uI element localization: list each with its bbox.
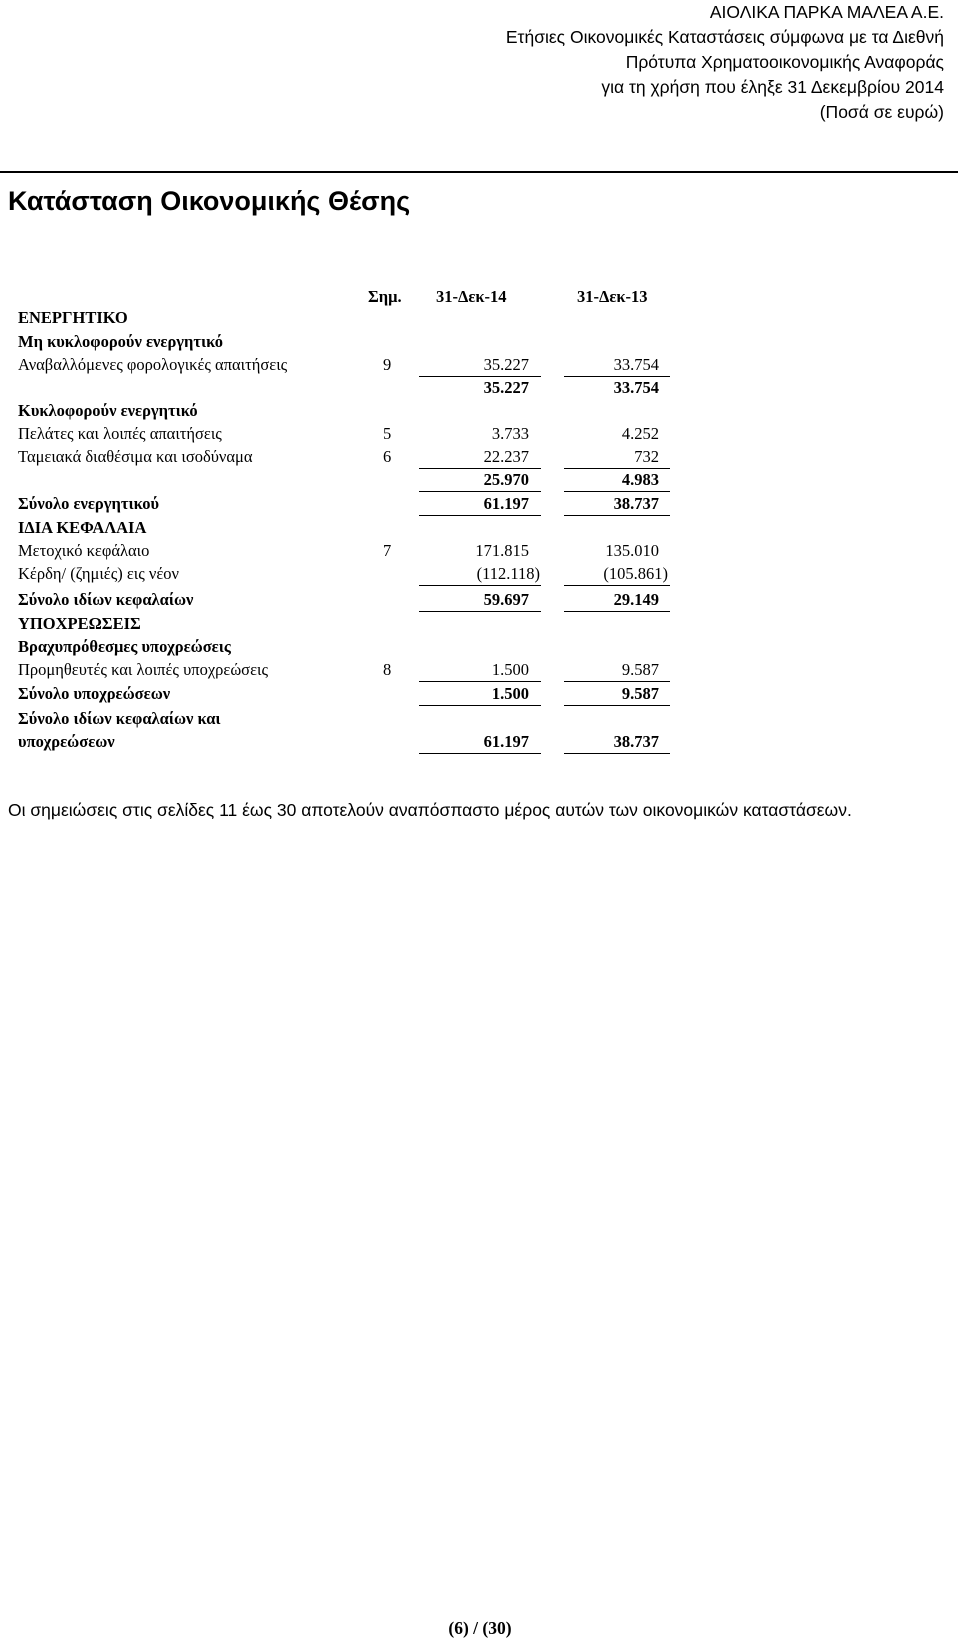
section-heading: ΥΠΟΧΡΕΩΣΕΙΣ <box>18 614 141 633</box>
underline <box>564 468 670 469</box>
section-subheading: Βραχυπρόθεσμες υποχρεώσεις <box>18 637 231 656</box>
underline <box>564 376 670 377</box>
underline <box>419 515 541 516</box>
table-row: Αναβαλλόμενες φορολογικές απαιτήσεις 9 35.227 33.754 <box>18 355 659 374</box>
total-row: Σύνολο ενεργητικού 61.197 38.737 <box>18 494 659 513</box>
subtotal-row: 35.227 33.754 <box>483 378 659 397</box>
underline <box>419 681 541 682</box>
underline <box>564 515 670 516</box>
underline <box>564 491 670 492</box>
section-heading: ΙΔΙΑ ΚΕΦΑΛΑΙΑ <box>18 518 147 537</box>
underline <box>419 468 541 469</box>
grand-total-row: υποχρεώσεων 61.197 38.737 <box>18 732 659 751</box>
underline <box>564 611 670 612</box>
table-row: Προμηθευτές και λοιπές υποχρεώσεις 8 1.500 9.587 <box>18 660 659 679</box>
report-header <box>244 0 944 125</box>
header-line-2: Ετήσιες Οικονομικές Καταστάσεις σύμφωνα με τα Διεθνή <box>505 27 944 47</box>
underline <box>419 585 541 586</box>
col-2014: 31-Δεκ-14 <box>436 287 507 306</box>
page-number: (6) / (30) <box>448 1618 512 1638</box>
underline <box>419 376 541 377</box>
notes-statement: Οι σημειώσεις στις σελίδες 11 έως 30 αποτελούν αναπόσπαστο μέρος αυτών των οικονομικών καταστάσεων. <box>8 800 852 820</box>
underline <box>564 585 670 586</box>
section-subheading: Κυκλοφορούν ενεργητικό <box>18 401 198 420</box>
total-row: Σύνολο υποχρεώσεων 1.500 9.587 <box>18 684 659 703</box>
table-row: Πελάτες και λοιπές απαιτήσεις 5 3.733 4.252 <box>18 424 659 443</box>
table-row: Ταμειακά διαθέσιμα και ισοδύναμα 6 22.237 732 <box>18 447 659 466</box>
company-name: ΑΙΟΛΙΚΑ ΠΑΡΚΑ ΜΑΛΕΑ Α.Ε. <box>709 2 944 22</box>
underline <box>419 753 541 754</box>
header-divider <box>0 171 958 173</box>
underline <box>564 753 670 754</box>
header-line-4: για τη χρήση που έληξε 31 Δεκεμβρίου 2014 <box>601 77 944 97</box>
subtotal-row: 25.970 4.983 <box>483 470 659 489</box>
total-row: Σύνολο ιδίων κεφαλαίων 59.697 29.149 <box>18 590 659 609</box>
total-row-label-line1: Σύνολο ιδίων κεφαλαίων και <box>18 709 221 728</box>
section-heading: ΕΝΕΡΓΗΤΙΚΟ <box>18 308 128 327</box>
underline <box>419 611 541 612</box>
col-2013: 31-Δεκ-13 <box>577 287 648 306</box>
table-row: Κέρδη/ (ζημιές) εις νέον (112.118) (105.861) <box>18 564 668 583</box>
header-line-3: Πρότυπα Χρηματοοικονομικής Αναφοράς <box>625 52 944 72</box>
underline <box>564 705 670 706</box>
underline <box>419 705 541 706</box>
page-title: Κατάσταση Οικονομικής Θέσης <box>8 186 411 216</box>
col-note: Σημ. <box>368 287 402 306</box>
section-subheading: Μη κυκλοφορούν ενεργητικό <box>18 332 224 351</box>
underline <box>419 491 541 492</box>
header-line-5: (Ποσά σε ευρώ) <box>819 102 944 122</box>
table-row: Μετοχικό κεφάλαιο 7 171.815 135.010 <box>18 541 659 560</box>
underline <box>564 681 670 682</box>
column-header-row <box>0 287 960 310</box>
